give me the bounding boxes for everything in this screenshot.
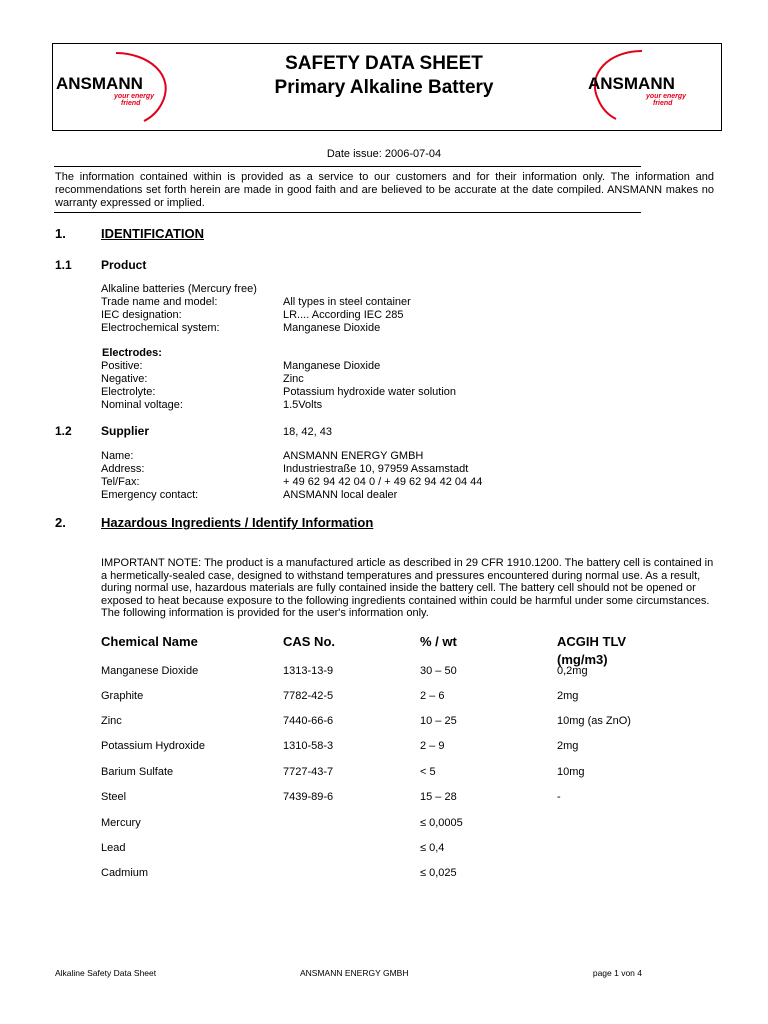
subsection-1-2-title: Supplier	[101, 424, 150, 438]
supplier-side-value: 18, 42, 43	[283, 426, 332, 438]
supplier-row-label: Name:	[101, 450, 134, 462]
divider-top	[54, 166, 641, 167]
table-cell-chemical-name: Manganese Dioxide	[101, 665, 199, 677]
supplier-row-value: Industriestraße 10, 97959 Assamstadt	[283, 463, 469, 475]
product-row-value: Manganese Dioxide	[283, 322, 381, 334]
table-cell-chemical-name: Potassium Hydroxide	[101, 740, 205, 752]
table-cell-percent-wt: 15 – 28	[420, 791, 457, 803]
electrode-row-label: Negative:	[101, 373, 148, 385]
svg-text:friend: friend	[653, 100, 673, 107]
electrode-row-label: Electrolyte:	[101, 386, 156, 398]
date-issue: Date issue: 2006-07-04	[326, 148, 442, 160]
footer-page-number: page 1 von 4	[592, 968, 642, 978]
section-2-title: Hazardous Ingredients / Identify Information	[101, 515, 374, 530]
svg-text:friend: friend	[121, 100, 141, 107]
subsection-1-2-number: 1.2	[55, 424, 72, 438]
product-row-value: All types in steel container	[283, 296, 411, 308]
product-row-label: Trade name and model:	[101, 296, 218, 308]
document-subtitle: Primary Alkaline Battery	[274, 77, 494, 98]
svg-text:ANSMANN: ANSMANN	[56, 74, 143, 93]
product-row-label: IEC designation:	[101, 309, 182, 321]
electrode-row-value: 1.5Volts	[283, 399, 323, 411]
svg-text:your energy: your energy	[646, 93, 687, 100]
subsection-1-1-number: 1.1	[55, 258, 72, 272]
table-cell-tlv: 10mg (as ZnO)	[557, 715, 631, 727]
table-cell-tlv: 2mg	[557, 740, 579, 752]
supplier-row-value: ANSMANN local dealer	[283, 489, 398, 501]
electrodes-heading: Electrodes:	[102, 347, 162, 359]
section-1-title: IDENTIFICATION	[101, 226, 205, 241]
section-1-number: 1.	[55, 226, 66, 241]
document-title: SAFETY DATA SHEET	[285, 53, 483, 74]
table-cell-cas-no: 7782-42-5	[283, 690, 334, 702]
table-cell-percent-wt: 2 – 6	[420, 690, 445, 702]
table-cell-percent-wt: 30 – 50	[420, 665, 457, 677]
divider-bottom	[54, 212, 641, 213]
table-cell-cas-no: 7439-89-6	[283, 791, 334, 803]
product-description: Alkaline batteries (Mercury free)	[101, 283, 257, 295]
table-cell-chemical-name: Steel	[101, 791, 127, 803]
table-cell-cas-no: 1310-58-3	[283, 740, 334, 752]
table-cell-cas-no: 1313-13-9	[283, 665, 334, 677]
svg-text:your energy: your energy	[114, 93, 155, 100]
supplier-row-label: Tel/Fax:	[101, 476, 140, 488]
section-2-number: 2.	[55, 515, 66, 530]
product-row-value: LR.... According IEC 285	[283, 309, 404, 321]
supplier-row-label: Emergency contact:	[101, 489, 199, 501]
supplier-row-value: + 49 62 94 42 04 0 / + 49 62 94 42 04 44	[283, 476, 483, 488]
intro-disclaimer: The information contained within is provided as a service to our customers and for their information only. The information and recommendations set forth herein are made in good faith and are believed to be accurate at the date compiled. ANSMANN makes no warranty expressed or implied.	[55, 171, 714, 209]
subsection-1-1-title: Product	[101, 258, 147, 272]
important-note: IMPORTANT NOTE: The product is a manufactured article as described in 29 CFR 1910.1200. The battery cell is contained in a hermetically-sealed case, designed to withstand temperatures and pressures encountered during normal use. As a result, during normal use, hazardous materials are fully contained inside the battery cell. The battery cell should not be opened or exposed to heat because exposure to the following ingredients contained within could be harmful under some circumstances. The following information is provided for the user's information only.	[101, 557, 714, 619]
electrode-row-value: Potassium hydroxide water solution	[283, 386, 457, 398]
column-header-chemical-name: Chemical Name	[101, 634, 198, 649]
column-header-acgih-tlv-unit: (mg/m3)	[557, 652, 608, 667]
svg-text:ANSMANN: ANSMANN	[588, 74, 675, 93]
table-cell-cas-no: 7727-43-7	[283, 766, 334, 778]
table-cell-chemical-name: Zinc	[101, 715, 122, 727]
column-header-percent-wt: % / wt	[420, 634, 457, 649]
table-cell-percent-wt: 10 – 25	[420, 715, 457, 727]
table-cell-percent-wt: ≤ 0,0005	[420, 817, 463, 829]
table-cell-chemical-name: Graphite	[101, 690, 144, 702]
table-cell-cas-no: 7440-66-6	[283, 715, 334, 727]
table-cell-percent-wt: ≤ 0,4	[420, 842, 445, 854]
table-cell-chemical-name: Cadmium	[101, 867, 149, 879]
electrode-row-value: Manganese Dioxide	[283, 360, 381, 372]
table-cell-tlv: 0,2mg	[557, 665, 588, 677]
supplier-row-value: ANSMANN ENERGY GMBH	[283, 450, 424, 462]
supplier-row-label: Address:	[101, 463, 145, 475]
column-header-cas-no: CAS No.	[283, 634, 335, 649]
table-cell-tlv: 2mg	[557, 690, 579, 702]
footer-document-name: Alkaline Safety Data Sheet	[55, 968, 157, 978]
table-cell-percent-wt: ≤ 0,025	[420, 867, 457, 879]
table-cell-percent-wt: < 5	[420, 766, 436, 778]
column-header-acgih-tlv: ACGIH TLV	[557, 634, 627, 649]
product-row-label: Electrochemical system:	[101, 322, 220, 334]
electrode-row-label: Nominal voltage:	[101, 399, 183, 411]
table-cell-tlv: 10mg	[557, 766, 585, 778]
table-cell-percent-wt: 2 – 9	[420, 740, 445, 752]
electrode-row-value: Zinc	[283, 373, 304, 385]
table-cell-chemical-name: Barium Sulfate	[101, 766, 174, 778]
table-cell-tlv: -	[557, 791, 561, 803]
footer-company: ANSMANN ENERGY GMBH	[300, 968, 409, 978]
electrode-row-label: Positive:	[101, 360, 143, 372]
table-cell-chemical-name: Mercury	[101, 817, 141, 829]
table-cell-chemical-name: Lead	[101, 842, 126, 854]
